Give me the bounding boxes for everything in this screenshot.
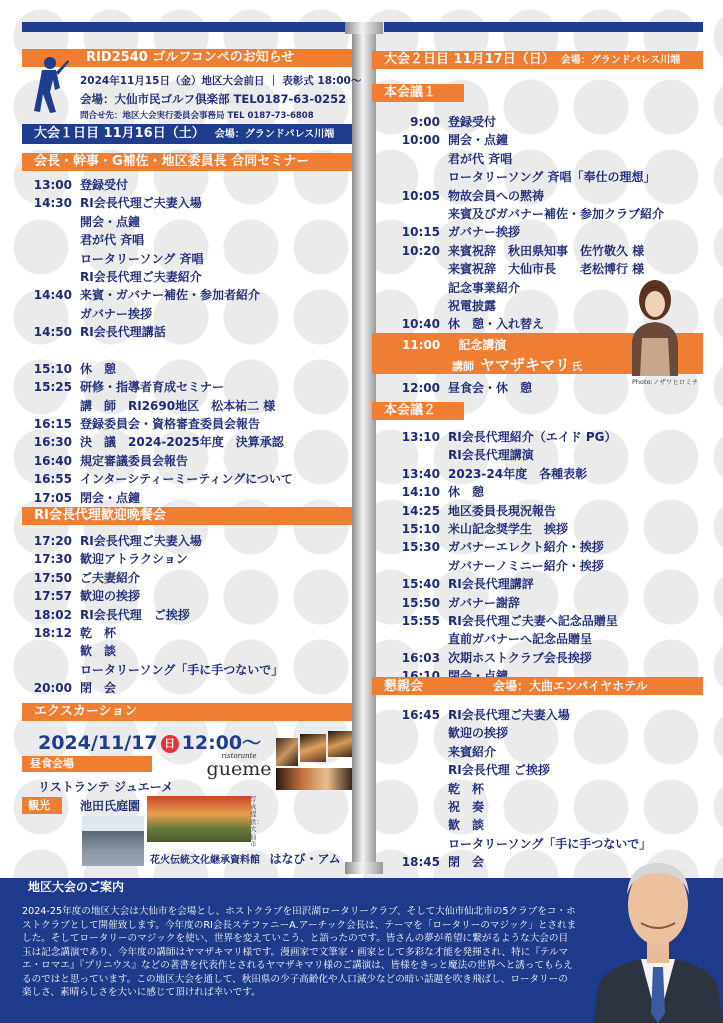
schedule-row (398, 223, 664, 241)
schedule-item: 歓 談 (80, 644, 117, 659)
schedule-item: 君が代 斉唱 (80, 233, 145, 248)
schedule-row (30, 342, 293, 360)
schedule-row (398, 816, 651, 834)
schedule-time: 15:25 (33, 380, 72, 395)
schedule-time: 10:40 (401, 317, 440, 332)
dinner-schedule (30, 532, 283, 698)
center-pillar (352, 22, 376, 874)
schedule-time: 13:00 (33, 178, 72, 192)
schedule-item: 休 憩 (448, 485, 485, 500)
governor-photo (593, 843, 723, 1023)
schedule-item: RI会長代理ご夫妻紹介 (80, 269, 202, 284)
schedule-item: 2023-24年度 各種表彰 (448, 466, 588, 481)
schedule-time (30, 305, 80, 323)
schedule-time (30, 250, 80, 268)
restaurant-small: ristorante (221, 752, 257, 760)
lecture-label: 記念講演 (458, 338, 507, 352)
schedule-row (398, 780, 651, 798)
schedule-item: 登録受付 (80, 178, 129, 192)
photo-credit-left: 写真提供：大仙市 (250, 795, 263, 848)
sightseeing-label-box (22, 797, 62, 814)
schedule-row (30, 661, 283, 679)
day1-venue: 会場：グランドパレス川端 (214, 129, 335, 140)
lunch-schedule (398, 379, 532, 397)
schedule-row (398, 612, 618, 630)
schedule-time: 15:50 (401, 595, 440, 610)
schedule-item: 来賓・ガバナー補佐・参加者紹介 (80, 288, 261, 303)
schedule-row (398, 594, 618, 612)
schedule-time: 12:00 (401, 381, 440, 395)
schedule-time: 17:57 (33, 589, 72, 604)
schedule-time: 18:12 (33, 625, 72, 640)
schedule-time: 10:05 (401, 188, 440, 203)
schedule-time (398, 743, 448, 761)
schedule-row (30, 415, 293, 433)
schedule-time: 17:50 (33, 570, 72, 585)
top-bar-right (384, 22, 703, 32)
plenary2-schedule (398, 428, 618, 685)
schedule-time (30, 397, 80, 415)
food-photo-4 (276, 768, 352, 790)
day2-header (372, 51, 703, 69)
schedule-row (398, 187, 664, 205)
schedule-item: 来賓及びガバナー補佐・参加クラブ紹介 (448, 206, 665, 221)
top-bar-left (22, 22, 350, 32)
schedule-item: 来賓祝辞 大仙市長 老松博行 様 (448, 262, 645, 277)
schedule-item: 開会・点鐘 (80, 214, 141, 229)
lecturer-photo-credit: Photo:ノザワヒロミチ (632, 378, 699, 386)
schedule-item: 閉会・点鐘 (80, 490, 141, 505)
schedule-item: ロータリーソング「手に手つないで」 (448, 836, 652, 851)
schedule-time: 16:40 (33, 453, 72, 468)
schedule-item: ガバナーノミニー紹介・挨拶 (448, 558, 604, 573)
restaurant-logo (204, 752, 274, 778)
golf-title-bar (22, 49, 352, 67)
schedule-item: RI会長代理ご夫妻入場 (448, 708, 570, 722)
schedule-item: ロータリーソング 斉唱 (80, 251, 204, 266)
schedule-row (30, 532, 283, 550)
excursion-weekday: 日 (161, 735, 179, 753)
schedule-item: 閉 会 (448, 855, 485, 870)
schedule-row (398, 205, 664, 223)
schedule-row (398, 168, 664, 186)
schedule-time (398, 761, 448, 779)
schedule-row (398, 630, 618, 648)
excursion-date (38, 728, 261, 755)
schedule-time (30, 213, 80, 231)
schedule-row (30, 642, 283, 660)
schedule-time: 13:40 (401, 466, 440, 481)
schedule-row (398, 798, 651, 816)
schedule-item: 来賓祝辞 秋田県知事 佐竹敬久 様 (448, 243, 645, 258)
schedule-item: RI会長代理紹介（エイド PG） (448, 430, 617, 444)
schedule-item: 歓迎の挨拶 (80, 589, 141, 604)
schedule-row (398, 557, 618, 575)
excursion-title: エクスカーション (34, 704, 138, 719)
schedule-time (398, 168, 448, 186)
lecturer-suffix: 氏 (572, 362, 583, 373)
schedule-time (398, 780, 448, 798)
schedule-row (30, 470, 293, 488)
schedule-row (398, 706, 651, 724)
plenary1-title: 本会議１ (384, 85, 437, 100)
dinner-header (22, 507, 352, 525)
schedule-row (30, 679, 283, 697)
lunch-venue: リストランテ ジュエーメ (38, 780, 174, 794)
schedule-item: 次期ホストクラブ会長挨拶 (448, 650, 592, 665)
schedule-row (30, 452, 293, 470)
day2-venue: 会場：グランドパレス川端 (560, 55, 681, 66)
schedule-item: ガバナー挨拶 (448, 225, 521, 240)
schedule-item: RI会長代理講演 (448, 448, 534, 463)
schedule-row (398, 761, 651, 779)
schedule-row (398, 575, 618, 593)
museum-photo (82, 816, 144, 866)
schedule-item: 直前ガバナーへ記念品贈呈 (448, 632, 593, 647)
schedule-row (398, 113, 664, 131)
schedule-time (398, 446, 448, 464)
sightseeing-venue: 池田氏庭園 (80, 799, 141, 813)
schedule-time (30, 661, 80, 679)
schedule-item: RI会長代理 ご挨拶 (448, 763, 550, 778)
schedule-item: ガバナー挨拶 (80, 306, 153, 321)
schedule-row (398, 379, 532, 397)
schedule-item: 祝 奏 (448, 799, 485, 814)
schedule-item: 休 憩・入れ替え (448, 317, 545, 332)
plenary2-title: 本会議２ (384, 403, 437, 418)
schedule-row (30, 268, 293, 286)
schedule-item: 乾 杯 (448, 781, 485, 796)
schedule-item: RI会長代理講話 (80, 325, 166, 340)
schedule-item: 規定審議委員会報告 (80, 453, 189, 468)
schedule-row (30, 587, 283, 605)
museum-caption (150, 850, 341, 867)
restaurant-name: gueme (206, 758, 272, 780)
museum-label: 花火伝統文化継承資料館 (150, 855, 260, 866)
schedule-row (398, 150, 664, 168)
schedule-time (30, 642, 80, 660)
schedule-time (398, 297, 448, 315)
schedule-row (30, 231, 293, 249)
schedule-time: 17:05 (33, 490, 72, 505)
schedule-row (398, 502, 618, 520)
schedule-time (398, 150, 448, 168)
golf-date: 2024年11月15日（金）地区大会前日 ｜ 表彰式 18:00～ (80, 75, 362, 87)
schedule-row (30, 305, 293, 323)
plenary2-header (372, 402, 464, 420)
schedule-item: 乾 杯 (80, 625, 117, 640)
schedule-item: 物故会員への黙祷 (448, 188, 545, 203)
schedule-time: 18:45 (401, 855, 440, 870)
schedule-time: 9:00 (410, 115, 440, 129)
lunch-label-box (22, 756, 152, 772)
schedule-time: 16:45 (401, 708, 440, 722)
schedule-time: 10:20 (401, 243, 440, 258)
schedule-time: 16:55 (33, 472, 72, 487)
schedule-item: 登録委員会・資格審査委員会報告 (80, 417, 261, 432)
schedule-row (398, 538, 618, 556)
schedule-item: 歓迎アトラクション (80, 552, 188, 567)
schedule-time: 10:15 (401, 225, 440, 240)
schedule-time: 13:10 (401, 430, 440, 444)
schedule-item: 開会・点鐘 (448, 133, 509, 148)
schedule-row (398, 483, 618, 501)
schedule-time (30, 268, 80, 286)
schedule-time: 14:30 (33, 196, 72, 211)
schedule-item: RI会長代理 ご挨拶 (80, 607, 190, 622)
schedule-item: 祝電披露 (448, 298, 497, 313)
schedule-time: 15:10 (401, 521, 440, 536)
plenary1-header (372, 84, 464, 102)
schedule-row (30, 606, 283, 624)
schedule-item: インターシティーミーティングについて (80, 472, 293, 487)
schedule-item: 休 憩 (80, 361, 117, 376)
schedule-item: RI会長代理ご夫妻入場 (80, 196, 202, 211)
seminar-schedule (30, 176, 293, 507)
party-venue: 会場：大曲エンパイヤホテル (493, 679, 648, 693)
party-header (372, 677, 703, 695)
golf-contact: 問合せ先：地区大会実行委員会事務局 TEL 0187-73-6808 (80, 111, 314, 121)
schedule-item: 昼食会・休 憩 (448, 381, 533, 395)
schedule-row (398, 520, 618, 538)
schedule-item: 歓迎の挨拶 (448, 726, 509, 741)
schedule-time (398, 260, 448, 278)
excursion-time: 12:00〜 (181, 732, 262, 754)
schedule-item: 米山記念奨学生 挨拶 (448, 521, 569, 536)
lunch-label: 昼食会場 (30, 757, 74, 770)
lecturer-photo (620, 272, 690, 376)
schedule-row (398, 465, 618, 483)
schedule-item: ロータリーソング 斉唱「奉仕の理想」 (448, 170, 656, 185)
schedule-row (398, 242, 664, 260)
schedule-time: 15:30 (401, 540, 440, 555)
schedule-item: 君が代 斉唱 (448, 151, 513, 166)
schedule-row (30, 433, 293, 451)
schedule-time: 15:55 (401, 613, 440, 628)
golf-title: RID2540 ゴルフコンペのお知らせ (86, 50, 295, 65)
schedule-row (398, 724, 651, 742)
schedule-row (30, 323, 293, 341)
dinner-title: RI会長代理歓迎晩餐会 (34, 508, 166, 523)
schedule-item: ご夫妻紹介 (80, 570, 141, 585)
lecturer-name: ヤマザキマリ (480, 356, 571, 374)
schedule-item: ガバナーエレクト紹介・挨拶 (448, 540, 604, 555)
schedule-time: 15:10 (33, 361, 72, 376)
golfer-icon (28, 56, 70, 114)
schedule-row (398, 428, 618, 446)
schedule-time: 14:40 (33, 288, 72, 303)
schedule-time (398, 724, 448, 742)
day1-header (22, 124, 352, 144)
schedule-row (398, 131, 664, 149)
schedule-row (30, 624, 283, 642)
guide-title: 地区大会のご案内 (22, 878, 152, 896)
lecturer-prefix: 講師 (452, 360, 474, 373)
seminar-title: 会長・幹事・G補佐・地区委員長 合同セミナー (34, 154, 310, 169)
schedule-time: 10:00 (401, 133, 440, 148)
schedule-row (398, 743, 651, 761)
schedule-row (30, 569, 283, 587)
schedule-item: 講 師 RI2690地区 松本祐二 様 (80, 398, 276, 413)
schedule-item: 地区委員長現況報告 (448, 503, 557, 518)
schedule-time (30, 342, 80, 360)
schedule-time: 16:03 (401, 650, 440, 665)
schedule-row (30, 176, 293, 194)
schedule-item: 閉 会 (80, 681, 117, 696)
schedule-item: 歓 談 (448, 818, 485, 833)
schedule-time: 14:25 (401, 503, 440, 518)
schedule-row (30, 378, 293, 396)
schedule-row (30, 286, 293, 304)
schedule-time (398, 630, 448, 648)
schedule-time (398, 205, 448, 223)
schedule-item: 記念事業紹介 (448, 280, 521, 295)
schedule-row (30, 213, 293, 231)
food-photo-2 (300, 734, 326, 762)
garden-photo (147, 796, 251, 842)
day2-title: 大会２日目 11月17日（日） (384, 52, 555, 67)
schedule-item: 研修・指導者育成セミナー (80, 380, 225, 395)
food-photo-3 (328, 731, 352, 757)
schedule-row (398, 446, 618, 464)
schedule-time (398, 816, 448, 834)
excursion-header (22, 703, 352, 721)
schedule-item: 登録受付 (448, 115, 497, 129)
food-photo-1 (276, 738, 298, 766)
schedule-time: 17:30 (33, 552, 72, 567)
schedule-row (30, 550, 283, 568)
schedule-time (398, 798, 448, 816)
schedule-row (30, 360, 293, 378)
schedule-row (30, 194, 293, 212)
sightseeing-label: 観光 (28, 799, 50, 812)
seminar-header (22, 153, 352, 171)
schedule-time (30, 231, 80, 249)
schedule-row (398, 649, 618, 667)
excursion-date-text: 2024/11/17 (38, 732, 158, 754)
guide-text: 2024-25年度の地区大会は大仙市を会場とし、ホストクラブを田沢湖ロータリークラブ、そして大仙市仙北市の5クラブをコ・ホストクラブとして開催致します。今年度のRI会長ステファニーA.アーチック会長は、テーマを「ロータリーのマジック」とされました。そしてロータリーのマジックを使い、世界を変えていこう、と語ったのです。皆さんの夢が希望に繋がるような大会の目玉は記念講演であり、今年度の講師はヤマザキマリ様です。漫画家で文筆家・画家として多彩な才能を発揮され、特に『テルマエ・ロマエ』『プリニウス』などの著書を代表作とされるヤマザキマリ様のご講演は、皆様をきっと魔法の世界へと誘ってもらえるのではと思っています。この地区大会を通して、秋田県の少子高齢化や人口減少などの暗い話題を吹き飛ばし、ロータリーの楽しさ、素晴らしさを大いに感じて頂ければ幸いです。 (22, 906, 577, 998)
schedule-time: 14:10 (401, 485, 440, 500)
schedule-item: 来賓紹介 (448, 744, 497, 759)
schedule-item: 決 議 2024-2025年度 決算承認 (80, 435, 284, 450)
schedule-item: RI会長代理ご夫妻入場 (80, 534, 202, 548)
schedule-time: 18:02 (33, 607, 72, 622)
schedule-time: 15:40 (401, 577, 440, 592)
schedule-time: 17:20 (33, 534, 72, 548)
schedule-row (30, 250, 293, 268)
museum-name: はなび・アム (269, 852, 341, 866)
party-title: 懇親会 (384, 679, 424, 694)
schedule-time (398, 279, 448, 297)
schedule-time: 14:50 (33, 325, 72, 340)
schedule-row (30, 397, 293, 415)
schedule-item: RI会長代理講評 (448, 577, 534, 592)
schedule-time: 16:15 (33, 417, 72, 432)
schedule-time (398, 557, 448, 575)
schedule-time: 20:00 (33, 681, 72, 696)
schedule-row (30, 489, 293, 507)
day1-title: 大会１日目 11月16日（土） (34, 126, 205, 141)
schedule-time (398, 835, 448, 853)
schedule-item: RI会長代理ご夫妻へ記念品贈呈 (448, 613, 618, 628)
schedule-item: ガバナー謝辞 (448, 595, 521, 610)
schedule-item: ロータリーソング「手に手つないで」 (80, 662, 284, 677)
schedule-time: 16:30 (33, 435, 72, 450)
golf-venue: 会場：大仙市民ゴルフ倶楽部 TEL0187-63-0252 (80, 92, 347, 106)
lecture-time: 11:00 (402, 338, 441, 352)
